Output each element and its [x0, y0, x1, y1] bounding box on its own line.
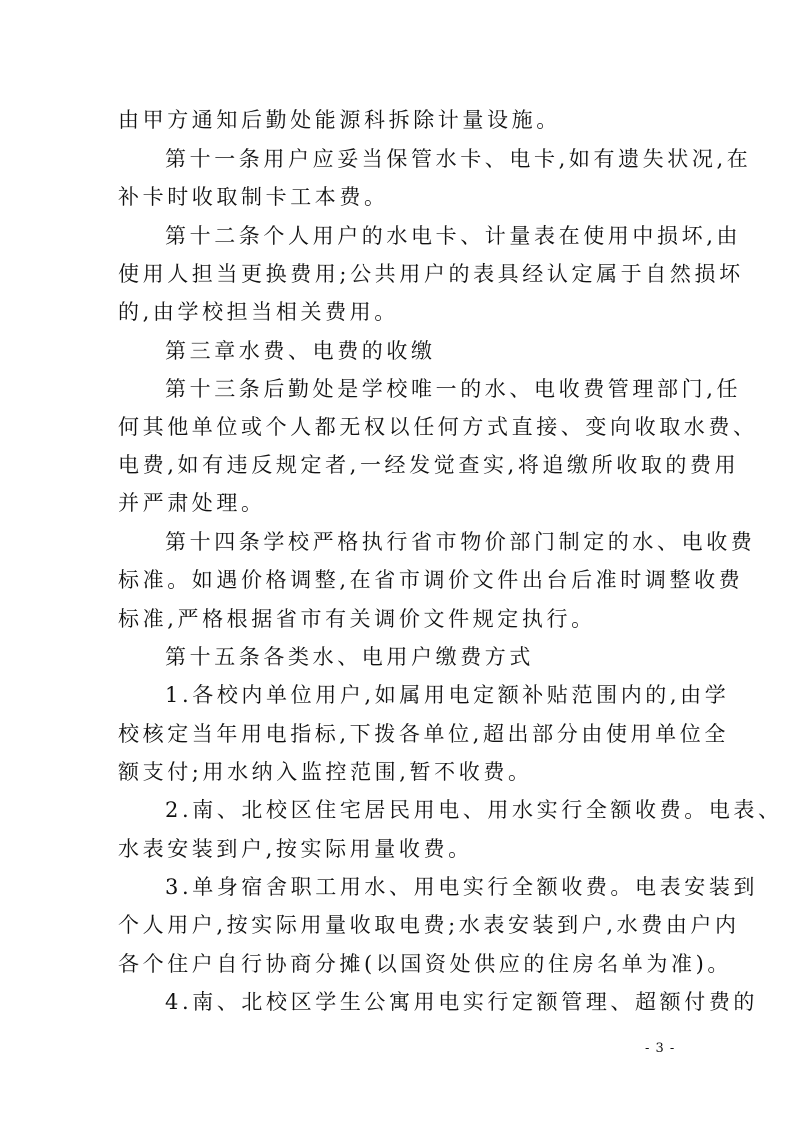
- text-line: 何其他单位或个人都无权以任何方式直接、变向收取水费、: [118, 415, 758, 439]
- text-line: 校核定当年用电指标,下拨各单位,超出部分由使用单位全: [118, 722, 729, 746]
- page-number: - 3 -: [645, 1041, 676, 1056]
- text-line: 水表安装到户,按实际用量收费。: [118, 837, 473, 861]
- text-line: 并严肃处理。: [118, 491, 266, 515]
- text-line: 各个住户自行协商分摊(以国资处供应的住房名单为准)。: [118, 952, 732, 976]
- text-line: 4.南、北校区学生公寓用电实行定额管理、超额付费的: [165, 990, 759, 1014]
- text-line: 第十四条学校严格执行省市物价部门制定的水、电收费: [165, 530, 756, 554]
- text-line: 标准。如遇价格调整,在省市调价文件出台后准时调整收费: [118, 568, 744, 592]
- text-line: 3.单身宿舍职工用水、用电实行全额收费。电表安装到: [165, 875, 759, 899]
- text-line: 额支付;用水纳入监控范围,暂不收费。: [118, 760, 533, 784]
- text-line: 第十一条用户应妥当保管水卡、电卡,如有遗失状况,在: [165, 147, 752, 171]
- text-line: 第十五条各类水、电用户缴费方式: [165, 645, 534, 669]
- text-line: 2.南、北校区住宅居民用电、用水实行全额收费。电表、: [165, 798, 783, 822]
- text-line: 个人用户,按实际用量收取电费;水表安装到户,水费由户内: [118, 913, 740, 937]
- text-line: 1.各校内单位用户,如属用电定额补贴范围内的,由学: [165, 683, 730, 707]
- text-line: 标准,严格根据省市有关调价文件规定执行。: [118, 607, 596, 631]
- text-line: 第十二条个人用户的水电卡、计量表在使用中损坏,由: [165, 224, 742, 248]
- chapter-heading: 第三章水费、电费的收缴: [165, 339, 436, 363]
- text-line: 补卡时收取制卡工本费。: [118, 185, 389, 209]
- text-line: 第十三条后勤处是学校唯一的水、电收费管理部门,任: [165, 377, 742, 401]
- text-line: 的,由学校担当相关费用。: [118, 300, 399, 324]
- text-line: 电费,如有违反规定者,一经发觉查实,将追缴所收取的费用: [118, 453, 740, 477]
- text-line: 由甲方通知后勤处能源科拆除计量设施。: [118, 108, 561, 132]
- text-line: 使用人担当更换费用;公共用户的表具经认定属于自然损坏: [118, 262, 744, 286]
